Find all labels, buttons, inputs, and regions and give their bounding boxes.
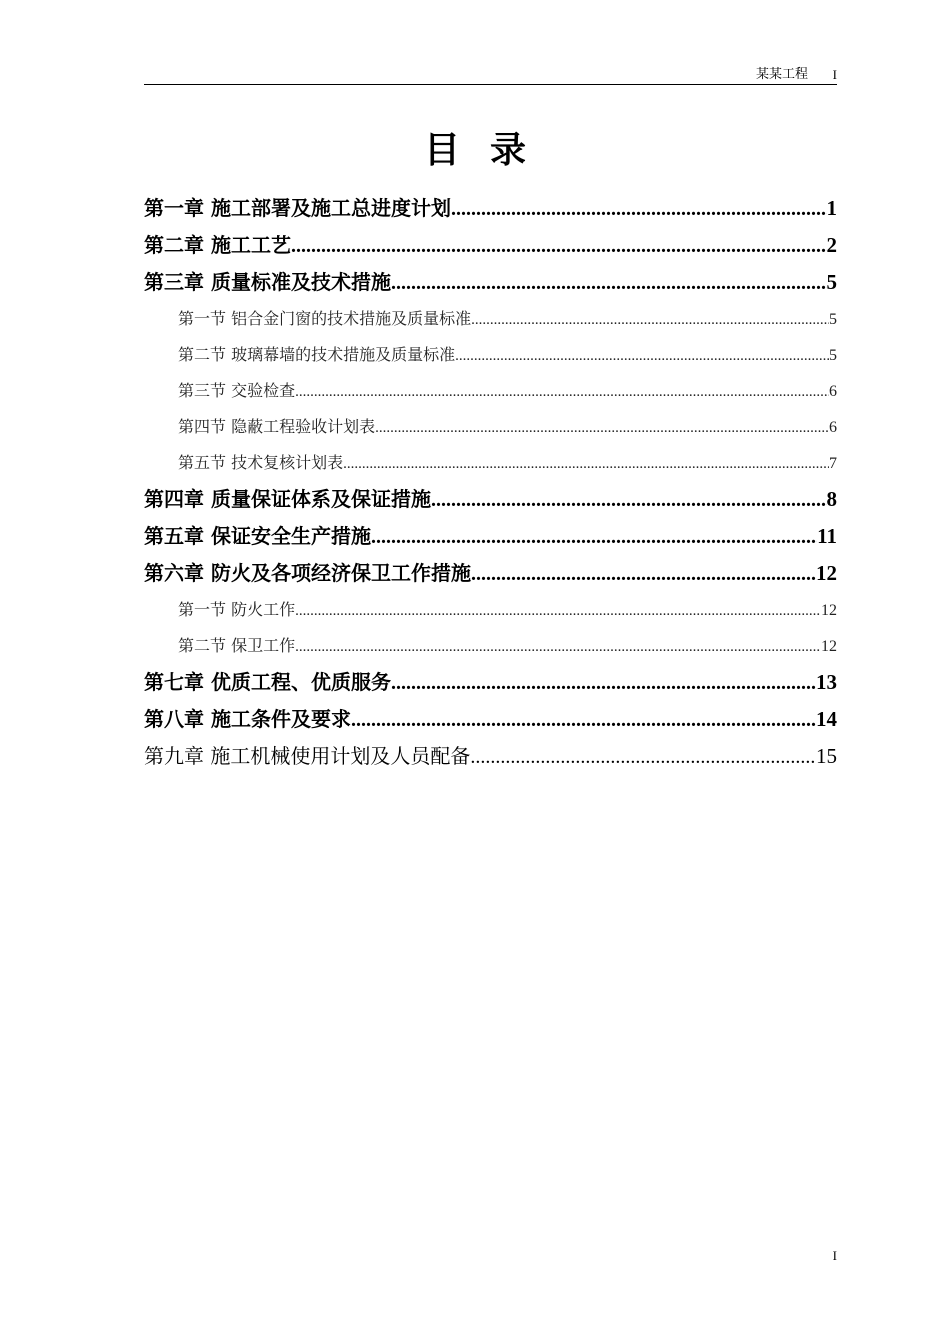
toc-entry-label: 第一章 施工部署及施工总进度计划 [144,196,451,220]
toc-section-6-1[interactable] [144,592,837,628]
toc-section-3-2[interactable] [144,337,837,373]
toc-entry-page: 14 [816,707,837,731]
header-page-number: I [833,66,837,85]
toc-entry-page: 12 [821,602,837,619]
toc-leader-dots [470,739,816,776]
toc-section-3-5[interactable] [144,445,837,481]
toc-section-3-1[interactable] [144,301,837,337]
toc-entry-page: 13 [816,670,837,694]
toc-entry-page: 12 [816,561,837,585]
toc-chapter-1[interactable] [144,190,837,227]
toc-entry-page: 11 [817,524,837,548]
toc-title: 目录 [423,130,556,171]
toc-leader-dots [391,665,816,702]
toc-leader-dots [391,265,827,302]
toc-leader-dots [295,629,821,665]
page-header [144,66,837,85]
toc-chapter-9[interactable] [144,738,837,775]
toc-leader-dots [471,556,816,593]
toc-entry-label: 第七章 优质工程、优质服务 [144,670,391,694]
toc-entry-label: 第三节 交验检查 [178,381,296,400]
toc-entry-label: 第二章 施工工艺 [144,233,291,257]
toc-leader-dots [351,702,816,739]
toc-chapter-2[interactable] [144,227,837,264]
toc-entry-label: 第二节 玻璃幕墙的技术措施及质量标准 [178,345,456,364]
toc-entry-label: 第九章 施工机械使用计划及人员配备 [144,744,471,768]
toc-entry-page: 8 [826,487,837,511]
toc-entry-label: 第四节 隐蔽工程验收计划表 [178,417,376,436]
toc-leader-dots [291,228,827,265]
toc-section-3-4[interactable] [144,409,837,445]
toc-chapter-7[interactable] [144,664,837,701]
toc-entry-page: 12 [821,638,837,655]
toc-leader-dots [471,302,829,338]
toc-entry-label: 第六章 防火及各项经济保卫工作措施 [144,561,471,585]
toc-entry-page: 7 [829,455,837,472]
toc-entry-page: 1 [826,196,837,220]
toc-leader-dots [371,519,817,556]
toc-section-6-2[interactable] [144,628,837,664]
toc-leader-dots [295,374,829,410]
toc-chapter-4[interactable] [144,481,837,518]
toc-leader-dots [375,410,829,446]
toc-section-3-3[interactable] [144,373,837,409]
toc-leader-dots [451,191,827,228]
header-title: 某某工程 [755,67,808,82]
toc-chapter-5[interactable] [144,518,837,555]
toc-leader-dots [455,338,829,374]
toc-chapter-8[interactable] [144,701,837,738]
toc-chapter-6[interactable] [144,555,837,592]
toc-entry-page: 5 [829,311,837,328]
toc-entry-label: 第八章 施工条件及要求 [144,707,351,731]
toc-entry-page: 6 [829,383,837,400]
toc-entry-label: 第五节 技术复核计划表 [178,453,344,472]
toc-entry-label: 第二节 保卫工作 [178,636,296,655]
toc-entry-label: 第三章 质量标准及技术措施 [144,270,391,294]
toc-entry-page: 5 [829,347,837,364]
toc-leader-dots [295,593,821,629]
toc-entry-page: 5 [826,270,837,294]
toc-chapter-3[interactable] [144,264,837,301]
table-of-contents [144,190,837,775]
footer-page-number: I [832,1248,837,1263]
toc-leader-dots [431,482,827,519]
toc-entry-page: 6 [829,419,837,436]
toc-entry-page: 15 [816,744,837,768]
toc-leader-dots [343,446,829,482]
toc-entry-label: 第四章 质量保证体系及保证措施 [144,487,431,511]
toc-entry-label: 第一节 铝合金门窗的技术措施及质量标准 [178,309,472,328]
toc-entry-page: 2 [826,233,837,257]
toc-entry-label: 第五章 保证安全生产措施 [144,524,371,548]
toc-entry-label: 第一节 防火工作 [178,600,296,619]
